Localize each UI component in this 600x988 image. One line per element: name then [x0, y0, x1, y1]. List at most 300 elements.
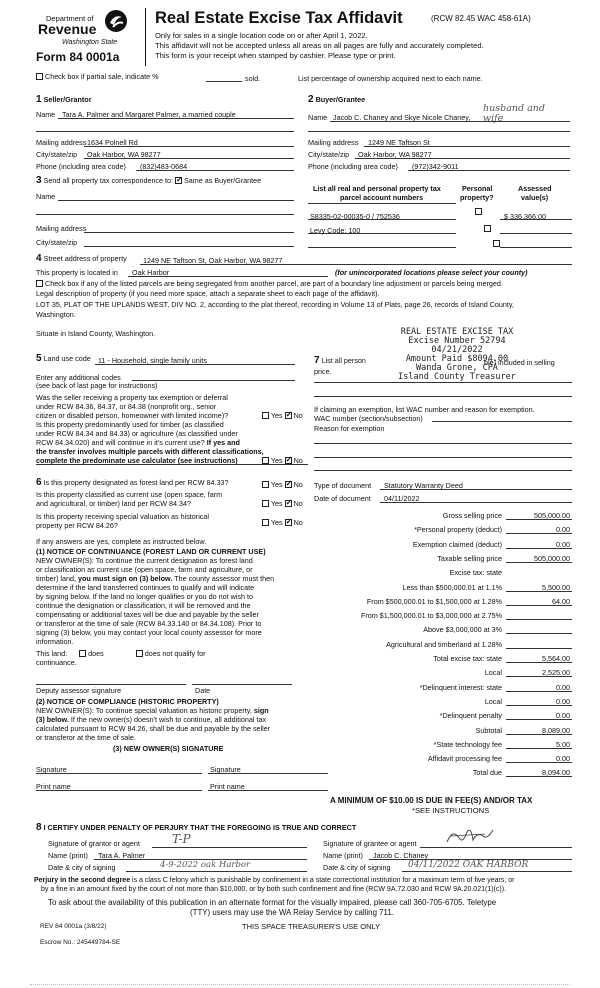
seller-name-line [58, 118, 294, 119]
buyer-name-value[interactable]: Jacob C. Chaney and Skye Nicole Chaney, [333, 113, 471, 122]
unincorporated-note: (for unincorporated locations please select your county) [335, 268, 528, 277]
section7-line-1 [314, 382, 572, 383]
buyer-mail-label: Mailing address [308, 138, 359, 147]
grantor-sig-line [152, 847, 307, 848]
tax-row-label: Above $3,000,000 at 3% [423, 625, 502, 634]
notice1-4: determine if the land transferred continues to qualify and will indicate [36, 583, 255, 592]
exemption-yes-no [262, 411, 303, 420]
tax-row-label: Less than $500,000.01 at 1.1% [402, 583, 502, 592]
tax-row-line [506, 676, 572, 677]
section7-label: List all person [321, 356, 366, 365]
seller-mail-label: Mailing address [36, 138, 87, 147]
section7-line-2 [314, 396, 572, 397]
doc-date-label: Date of document [314, 494, 371, 503]
tax-row-line [506, 719, 572, 720]
street-number: 4 [36, 253, 42, 264]
deputy-date-label: Date [195, 686, 211, 695]
segregation-row [36, 279, 503, 288]
tax-row-label: *Personal property (deduct) [414, 525, 502, 534]
tax-row-label: Total due [472, 768, 502, 777]
grantee-date-label: Date & city of signing [323, 863, 391, 872]
reason-line-3 [314, 470, 572, 471]
section7-label-2: price. [314, 367, 332, 376]
timber-yes-label: Yes [270, 456, 283, 465]
notice1-9: signing (3) below, you may contact your local county assessor for more [36, 628, 262, 637]
tax-row-label: Affidavit processing fee [427, 754, 502, 763]
notice1-3b: you must sign on (3) below. [77, 574, 173, 583]
does-checkbox[interactable] [79, 650, 86, 657]
tax-row-label: Gross selling price [442, 511, 502, 520]
personal-header-1: Personal [462, 184, 493, 193]
minimum-due-notice: A MINIMUM OF $10.00 IS DUE IN FEE(S) AND/OR TAX [330, 796, 533, 805]
buyer-name-label: Name [308, 113, 328, 122]
street-value[interactable]: 1249 NE Taftson St, Oak Harbor, WA 98277 [143, 256, 283, 265]
parcel-number-1[interactable]: S8335-02-00035-0 / 752536 [310, 212, 400, 221]
current-use-yes-checkbox[interactable] [262, 500, 269, 507]
forest-q-row [36, 477, 229, 488]
this-land-row [36, 649, 206, 658]
buyer-city-label: City/state/zip [308, 150, 350, 159]
alt-format-2: (TTY) users may use the WA Relay Service by calling 711. [190, 908, 394, 917]
section6-number: 6 [36, 477, 42, 488]
located-line [128, 276, 328, 277]
seller-heading [36, 94, 92, 105]
doc-type-value[interactable]: Statutory Warranty Deed [384, 481, 463, 490]
tax-row-line [506, 691, 572, 692]
partial-sale-checkbox[interactable] [36, 73, 43, 80]
tax-row-line [506, 548, 572, 549]
buyer-heading [308, 94, 365, 105]
seller-mail-value[interactable]: 1634 Polnell Rd [87, 138, 138, 147]
notice1-3 [36, 574, 274, 583]
assessed-header-2: value(s) [521, 193, 549, 202]
notice2-2a: (3) below. [36, 715, 69, 724]
doc-type-label: Type of document [314, 481, 372, 490]
reason-line-1 [314, 443, 572, 444]
grantor-date-line [126, 871, 307, 872]
tax-row-value[interactable]: 505,000.00 [534, 511, 570, 520]
tax-row-value[interactable]: 505,000.00 [534, 554, 570, 563]
corr-mail-label: Mailing address [36, 224, 87, 233]
timber-q-1: Is this property predominantly used for timber (as classified [36, 420, 224, 429]
notice2-1a: NEW OWNER(S): To continue special valuation as historic property, [36, 706, 252, 715]
does-not-checkbox[interactable] [136, 650, 143, 657]
legal-line-2[interactable]: Washington. [36, 310, 76, 319]
buyer-name-line-2 [308, 131, 570, 132]
notice1-3a: timber) land, [36, 574, 76, 583]
notice1-10: information. [36, 637, 74, 646]
certify-heading: I CERTIFY UNDER PENALTY OF PERJURY THAT THE FOREGOING IS TRUE AND CORRECT [43, 823, 357, 832]
grantor-name-label: Name (print) [48, 851, 88, 860]
deputy-signature-label: Deputy assessor signature [36, 686, 122, 695]
grantee-name-label: Name (print) [323, 851, 363, 860]
assessed-header-1: Assessed [518, 184, 552, 193]
subtitle-3 [155, 51, 396, 60]
revenue-logo-text: Revenue [38, 21, 97, 37]
landuse-line [95, 364, 295, 365]
tax-row-line [506, 748, 572, 749]
timber-q-4: the transfer involves multiple parcels with different classifications, [36, 447, 264, 456]
timber-no-checkbox[interactable] [285, 457, 292, 464]
landuse-label: Land use code [43, 354, 91, 363]
grantee-signature [445, 826, 495, 848]
current-use-yes-no [262, 499, 303, 508]
timber-q-2: under RCW 84.34 and 84.33) or agriculture (as classified under [36, 429, 238, 438]
tax-row-label: *Delinquent penalty [439, 711, 502, 720]
seller-phone-value[interactable]: (832)483-0684 [140, 162, 188, 171]
tax-row-value[interactable]: 8,094.00 [542, 768, 570, 777]
parcels-row3-line-a [308, 247, 456, 248]
segregation-label: Check box if any of the listed parcels are being segregated from another parcel, are part of a boundary line adjustment or parcels being merged. [45, 279, 503, 288]
forest-q: Is this property designated as forest land per RCW 84.33? [43, 478, 229, 487]
exemption-q-2: under RCW 84.36, 84.37, or 84.38 (nonprofit org., senior [36, 402, 217, 411]
notice2-1b: sign [253, 706, 269, 715]
owner-print-line-1 [36, 790, 202, 791]
tax-row-label: Excise tax: state [449, 568, 502, 577]
perjury-line-1 [34, 877, 514, 884]
tax-row-value[interactable]: 5,500.00 [542, 583, 570, 592]
grantor-date-value[interactable]: 4-9-2022 oak Harbor [160, 860, 251, 870]
timber-q-5: complete the predominate use calculator (see instructions) [36, 456, 238, 465]
parcels-row3-line-b [500, 247, 572, 248]
tax-row-label: *Delinquent interest: state [419, 683, 502, 692]
reason-line-2 [314, 457, 572, 458]
seller-city-label: City/state/zip [36, 150, 78, 159]
stamp-line-5: Wanda Grone, CPA [416, 363, 498, 373]
seller-city-value[interactable]: Oak Harbor, WA 98277 [87, 150, 161, 159]
street-row [36, 253, 127, 264]
owner-print-line-2 [208, 790, 328, 791]
timber-q-3-bold: If yes and [206, 438, 240, 447]
located-label: This property is located in [36, 268, 118, 277]
parcels-row2-line-b [500, 233, 572, 234]
exemption-yes-checkbox[interactable] [262, 412, 269, 419]
new-owner-sig-heading: (3) NEW OWNER(S) SIGNATURE [113, 744, 224, 753]
street-label: Street address of property [43, 254, 127, 263]
deputy-date-line [192, 684, 292, 685]
doc-date-value[interactable]: 04/11/2022 [384, 494, 420, 503]
seller-name-line-2 [36, 131, 294, 132]
exemption-claim-note: If claiming an exemption, list WAC number and reason for exemption. [314, 405, 535, 414]
alt-format-1: To ask about the availability of this publication in an alternate format for the visually impaired, please call 360-705-6705. Teletype [48, 898, 497, 907]
exemption-q-3: citizen or disabled person, homeowner with limited income)? [36, 411, 229, 420]
personal-property-checkbox-2[interactable] [484, 225, 491, 232]
tax-row-line [506, 605, 572, 606]
correspondence-number: 3 [36, 175, 42, 186]
notice-continuance-heading: (1) NOTICE OF CONTINUANCE (FOREST LAND OR CURRENT USE) [36, 547, 266, 556]
grantor-date-label: Date & city of signing [48, 863, 116, 872]
seller-phone-label: Phone (including area code) [36, 162, 126, 171]
notice1-7: compensating or additional taxes will be due and payable by the seller [36, 610, 259, 619]
rev-code: REV 84 0001a (3/8/22) [40, 923, 107, 930]
tax-row-value[interactable]: 5,564.00 [542, 654, 570, 663]
partial-sold-label: sold. [245, 74, 261, 83]
situate-text[interactable]: Situate in Island County, Washington. [36, 329, 156, 338]
tax-row-line [506, 562, 572, 563]
notice2-2b: If the new owner(s) doesn't wish to continue, all additional tax [70, 715, 267, 724]
stamp-line-6: Island County Treasurer [398, 372, 516, 382]
landuse-row [36, 353, 91, 364]
tax-row-label: Taxable selling price [437, 554, 502, 563]
additional-codes-label: Enter any additional codes [36, 373, 121, 382]
does-label: does [88, 649, 104, 658]
subtitle-3-text: This form is your receipt when stamped by cashier. Please type or print. [155, 51, 396, 60]
owner-print-label-1: Print name [36, 782, 71, 791]
notice1-8: or transferor at the time of sale (RCW 84.33.140 or 84.34.108). Prior to [36, 619, 262, 628]
grantor-signature: T-P [172, 832, 191, 846]
subtitle-2: This affidavit will not be accepted unless all areas on all pages are fully and accurately completed. [155, 41, 484, 50]
tax-row-line [506, 662, 572, 663]
stamp-line-3: 04/21/2022 [431, 345, 483, 355]
section8-number: 8 [36, 822, 42, 833]
historic-no-checkbox[interactable] [285, 519, 292, 526]
buyer-name-handwritten: husband and wife [483, 103, 545, 124]
tax-row-value[interactable]: 0.00 [556, 525, 570, 534]
seller-mail-line [84, 146, 294, 147]
notice1-3c: The county assessor must then [174, 574, 275, 583]
exemption-no-checkbox[interactable] [285, 412, 292, 419]
doc-date-line [380, 502, 572, 503]
tax-row-value[interactable]: 0.00 [556, 540, 570, 549]
form-title: Real Estate Excise Tax Affidavit [155, 9, 403, 27]
grantee-date-value[interactable]: 04/11/2022 OAK HARBOR [408, 860, 529, 870]
exemption-q-1: Was the seller receiving a property tax exemption or deferral [36, 393, 228, 402]
seller-city-line [84, 158, 294, 159]
personal-property-checkbox-3[interactable] [493, 240, 500, 247]
buyer-city-value[interactable]: Oak Harbor, WA 98277 [358, 150, 432, 159]
tax-row-value[interactable]: 0.00 [556, 683, 570, 692]
buyer-phone-label: Phone (including area code) [308, 162, 398, 171]
buyer-name-line [330, 121, 570, 122]
current-use-no-checkbox[interactable] [285, 500, 292, 507]
stamp-line-4: Amount Paid $8094.00 [405, 354, 509, 364]
tax-row-value[interactable]: 8,089.00 [542, 726, 570, 735]
tax-row-line [506, 648, 572, 649]
exemption-no-label: No [293, 411, 303, 420]
stamp-line-2: Excise Number 52794 [408, 336, 506, 346]
revenue-logo-icon [104, 9, 128, 33]
owner-signature-label-2: Signature [210, 765, 241, 774]
located-value[interactable]: Oak Harbor [132, 268, 170, 277]
owner-sig-line-1 [36, 773, 202, 774]
owner-sig-line-2 [208, 773, 328, 774]
notice1-2: or classification as current use (open space, farm and agriculture, or [36, 565, 253, 574]
tax-row-value[interactable]: 0.00 [556, 711, 570, 720]
historic-yes-checkbox[interactable] [262, 519, 269, 526]
notice2-1 [36, 706, 269, 715]
tax-row-line [506, 619, 572, 620]
correspondence-row [36, 175, 261, 186]
corr-city-label: City/state/zip [36, 238, 78, 247]
notice2-2 [36, 715, 266, 724]
grantor-name-value[interactable]: Tara A. Palmer [98, 851, 146, 860]
correspondence-label: Send all property tax correspondence to: [43, 176, 174, 185]
wac-label: WAC number (section/subsection) [314, 414, 423, 423]
forest-yes-label: Yes [270, 480, 283, 489]
corr-name-line [58, 200, 294, 201]
partial-sale-row [36, 72, 158, 81]
seller-heading-text: Seller/Grantor [43, 95, 92, 104]
historic-yes-label: Yes [270, 518, 283, 527]
owner-signature-label-1: Signature [36, 765, 67, 774]
parcels-header-line [308, 203, 456, 204]
buyer-number: 2 [308, 94, 314, 105]
seller-phone-line [136, 170, 294, 171]
buyer-city-line [355, 158, 570, 159]
corr-mail-line [84, 232, 294, 233]
section7-number: 7 [314, 355, 320, 366]
tax-row-label: Agricultural and timberland at 1.28% [386, 640, 502, 649]
see-instructions: *SEE INSTRUCTIONS [412, 806, 490, 815]
tax-row-label: From $500,000.01 to $1,500,000 at 1.28% [366, 597, 502, 606]
form-number: Form 84 0001a [36, 50, 120, 64]
current-use-q-1: Is this property classified as current use (open space, farm [36, 490, 223, 499]
ownership-note: List percentage of ownership acquired next to each name. [298, 74, 483, 83]
deputy-line [36, 684, 186, 685]
legal-line-1[interactable]: LOT 35, PLAT OF THE UPLANDS WEST, DIV NO. 2, according to the plat thereof, recording in Volume 13 of Plats, page 26, records of Island County, [36, 300, 514, 309]
forest-no-label: No [293, 480, 303, 489]
tax-row-label: Total excise tax: state [433, 654, 502, 663]
perjury-line-2: by a fine in an amount fixed by the court of not more than $10,000, or by both such confinement and fine (RCW 9A.72.030 and RCW 9A.20.021(1)(c)). [41, 886, 506, 893]
tax-row-line [506, 734, 572, 735]
same-as-buyer-label: Same as Buyer/Grantee [184, 176, 262, 185]
notice2-4: or transferor at the time of sale. [36, 733, 136, 742]
seller-name-value[interactable]: Tara A. Palmer and Margaret Palmer, a married couple [62, 110, 236, 119]
tax-row-value[interactable]: 5.00 [556, 740, 570, 749]
notice1-6: continue the designation or classification, it will be removed and the [36, 601, 251, 610]
personal-header-2: property? [460, 193, 494, 202]
if-any-yes: If any answers are yes, complete as instructed below. [36, 537, 207, 546]
tax-row-line [506, 591, 572, 592]
partial-sale-label: Check box if partial sale, indicate % [45, 72, 159, 81]
see-back-note: (see back of last page for instructions) [36, 381, 158, 390]
tax-row-value[interactable]: 0.00 [556, 754, 570, 763]
tax-row-label: Local [484, 697, 502, 706]
grantee-name-value[interactable]: Jacob C. Chaney [373, 851, 429, 860]
seller-number: 1 [36, 94, 42, 105]
tax-row-value[interactable]: 0.00 [556, 697, 570, 706]
corr-name-line-2 [36, 214, 294, 215]
section7-trail: ble) included in selling [484, 358, 555, 367]
forest-yes-no [262, 480, 303, 489]
street-line [140, 264, 572, 265]
timber-yes-checkbox[interactable] [262, 457, 269, 464]
tax-row-label: Local [484, 668, 502, 677]
page-bottom-line [30, 984, 570, 985]
escrow-number: Escrow No.: 245449784-SE [40, 939, 121, 946]
current-use-no-label: No [293, 499, 303, 508]
tax-row-line [506, 519, 572, 520]
parcels-header-2: parcel account numbers [340, 193, 424, 202]
historic-yes-no [262, 518, 303, 527]
tax-row-line [506, 762, 572, 763]
perjury-text-1: is a class C felony which is punishable by confinement in a state correctional institution for a maximum term of five years, or [130, 877, 515, 884]
tax-row-label: From $1,500,000.01 to $3,000,000 at 2.75% [360, 611, 502, 620]
tax-row-line [506, 705, 572, 706]
parcels-row1-line-b [500, 219, 572, 220]
assessed-value-1[interactable]: $ 336,366.00 [504, 212, 546, 221]
buyer-phone-line [408, 170, 570, 171]
corr-name-label: Name [36, 192, 56, 201]
doc-type-line [380, 489, 572, 490]
personal-property-checkbox-1[interactable] [475, 208, 482, 215]
grantor-sig-label: Signature of grantor or agent [48, 839, 140, 848]
same-as-buyer-checkbox[interactable] [175, 177, 182, 184]
state-label: Washington State [62, 39, 118, 46]
tax-row-label: Exemption claimed (deduct) [412, 540, 502, 549]
notice-compliance-heading: (2) NOTICE OF COMPLIANCE (HISTORIC PROPERTY) [36, 697, 219, 706]
buyer-phone-value[interactable]: (972)342-9011 [412, 162, 459, 171]
buyer-mail-value[interactable]: 1249 NE Taftson St [368, 138, 430, 147]
certify-row [36, 822, 356, 833]
notice2-3: calculated pursuant to RCW 84.26, shall be due and payable by the seller [36, 724, 271, 733]
does-not-label: does not qualify for [144, 649, 206, 658]
historic-no-label: No [293, 518, 303, 527]
partial-percent-line[interactable] [206, 81, 242, 82]
buyer-heading-text: Buyer/Grantee [315, 95, 366, 104]
tax-row-line [506, 633, 572, 634]
notice1-5: by signing below. If the land no longer qualifies or you do not wish to [36, 592, 253, 601]
tax-row-label: Subtotal [475, 726, 502, 735]
grantee-sig-line [420, 847, 572, 848]
reason-label: Reason for exemption [314, 424, 385, 433]
dept-of-label: Department of [46, 14, 94, 23]
corr-city-line [84, 246, 294, 247]
timber-q-3-text: RCW 84.34.020) and will continue in it's current use? [36, 438, 205, 447]
tax-row-label: *State technology fee [433, 740, 502, 749]
owner-print-label-2: Print name [210, 782, 245, 791]
timber-no-label: No [293, 456, 303, 465]
rcw-reference: (RCW 82.45 WAC 458-61A) [431, 14, 531, 23]
landuse-value[interactable]: 11 - Household, single family units [98, 356, 207, 365]
stamp-line-1: REAL ESTATE EXCISE TAX [400, 327, 514, 337]
current-use-q-2: and agricultural, or timber) land per RCW 84.34? [36, 499, 192, 508]
subtitle-1: Only for sales in a single location code on or after April 1, 2022. [155, 31, 368, 40]
personal-property-row [314, 355, 366, 366]
wac-line [432, 421, 572, 422]
segregation-checkbox[interactable] [36, 280, 43, 287]
perjury-bold: Perjury in the second degree [34, 877, 131, 884]
tax-row-line [506, 533, 572, 534]
historic-q-1: Is this property receiving special valuation as historical [36, 512, 209, 521]
buyer-mail-line [364, 146, 570, 147]
seller-name-label: Name [36, 110, 56, 119]
notice1-1: NEW OWNER(S): To continue the current designation as forest land [36, 556, 253, 565]
this-land-label: This land: [36, 649, 68, 658]
parcels-header-1: List all real and personal property tax [313, 184, 441, 193]
parcels-row2-line-a [308, 233, 456, 234]
tax-row-value[interactable]: 2,525.00 [542, 668, 570, 677]
tax-row-line [506, 776, 572, 777]
treasurer-use-note: THIS SPACE TREASURER'S USE ONLY [242, 922, 381, 931]
historic-q-2: property per RCW 84.26? [36, 521, 118, 530]
treasurer-stamp [372, 328, 542, 382]
current-use-yes-label: Yes [270, 499, 283, 508]
header-divider [145, 8, 146, 66]
landuse-number: 5 [36, 353, 42, 364]
legal-label: Legal description of property (if you need more space, attach a separate sheet to each page of the affidavit). [36, 289, 380, 298]
forest-yes-checkbox[interactable] [262, 481, 269, 488]
timber-q-3 [36, 438, 240, 447]
tax-row-value[interactable]: 64.00 [552, 597, 570, 606]
exemption-yes-label: Yes [270, 411, 283, 420]
continuance-label: continuance. [36, 658, 77, 667]
forest-no-checkbox[interactable] [285, 481, 292, 488]
levy-code[interactable]: Levy Code: 100 [310, 226, 361, 235]
grantee-sig-label: Signature of grantee or agent [323, 839, 417, 848]
grantee-date-line [402, 871, 572, 872]
timber-yes-no [262, 456, 303, 465]
